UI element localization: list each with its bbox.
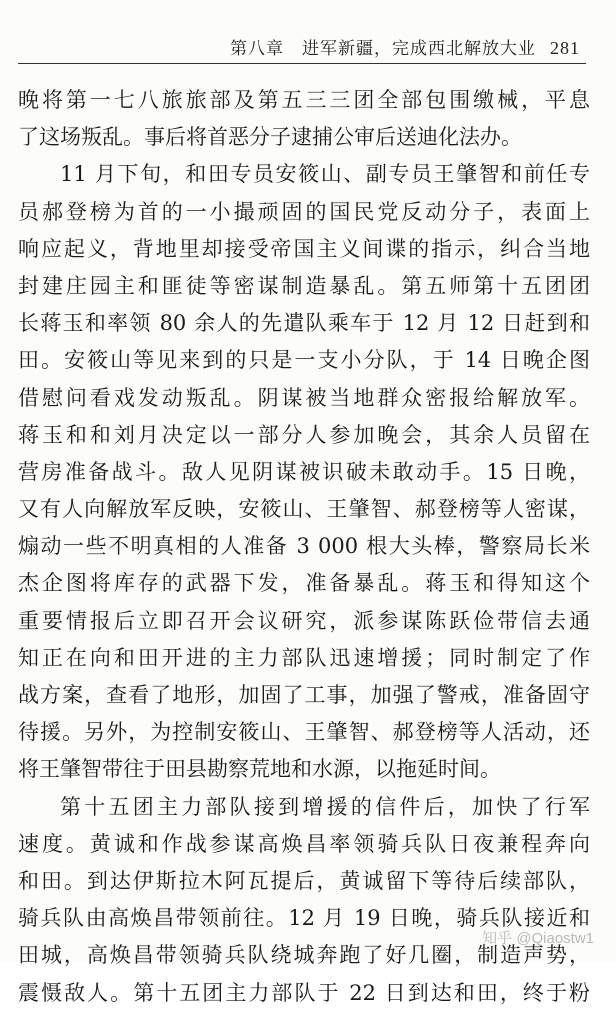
text-line: 了这场叛乱。事后将首恶分子逮捕公审后送迪化法办。: [18, 125, 522, 150]
text-line: 又有人向解放军反映，安筱山、王肇智、郝登榜等人密谋，: [18, 497, 590, 522]
text-line: 响应起义，背地里却接受帝国主义间谍的指示，纠合当地: [18, 236, 590, 261]
chapter-title: 第八章 进军新疆，完成西北解放大业: [230, 39, 536, 59]
text-line: 营房准备战斗。敌人见阴谋被识破未敢动手。15 日晚，: [18, 459, 590, 484]
text-line: 重要情报后立即召开会议研究，派参谋陈跃俭带信去通: [18, 608, 590, 633]
text-line: 借慰问看戏发动叛乱。阴谋被当地群众密报给解放军。: [18, 385, 590, 410]
text-line: 将王肇智带往于田县勘察荒地和水源，以拖延时间。: [18, 757, 501, 782]
text-line: 杰企图将库存的武器下发，准备暴乱。蒋玉和得知这个: [18, 571, 590, 596]
text-line: 田城，高焕昌带领骑兵队绕城奔跑了好几圈，制造声势，: [18, 943, 590, 968]
text-line: 待援。另外，为控制安筱山、王肇智、郝登榜等人活动，还: [18, 720, 590, 745]
body-text: [18, 82, 590, 1012]
text-line: 封建庄园主和匪徒等密谋制造暴乱。第五师第十五团团: [18, 273, 590, 298]
text-line: 蒋玉和和刘月决定以一部分人参加晚会，其余人员留在: [18, 422, 590, 447]
text-line: 知正在向和田开进的主力部队迅速增援；同时制定了作: [18, 645, 590, 670]
text-line: 煽动一些不明真相的人准备 3 000 根大头棒，警察局长米: [18, 534, 590, 559]
text-line: 震慑敌人。第十五团主力部队于 22 日到达和田，终于粉: [18, 980, 590, 1005]
text-line: 第十五团主力部队接到增援的信件后，加快了行军: [60, 794, 590, 819]
text-line: 员郝登榜为首的一小撮顽固的国民党反动分子，表面上: [18, 199, 590, 224]
text-line: 战方案，查看了地形，加固了工事，加强了警戒，准备固守: [18, 683, 590, 707]
text-line: 骑兵队由高焕昌带领前往。12 月 19 日晚，骑兵队接近和: [18, 906, 590, 931]
text-line: 和田。到达伊斯拉木阿瓦提后，黄诚留下等待后续部队，: [18, 868, 590, 893]
text-line: 田。安筱山等见来到的只是一支小分队，于 14 日晚企图: [18, 348, 590, 373]
header-rule: [18, 63, 586, 64]
page-number: 281: [550, 38, 580, 58]
running-header: [230, 34, 580, 59]
text-line: 晚将第一七八旅旅部及第五三三团全部包围缴械，平息: [18, 88, 590, 112]
text-line: 速度。黄诚和作战参谋高焕昌率领骑兵队日夜兼程奔向: [18, 831, 590, 856]
text-line: 11 月下旬，和田专员安筱山、副专员王肇智和前任专: [60, 162, 590, 187]
watermark: 知乎 @Qiaostw1: [482, 930, 594, 947]
text-line: 长蒋玉和率领 80 余人的先遣队乘车于 12 月 12 日赶到和: [18, 311, 590, 336]
